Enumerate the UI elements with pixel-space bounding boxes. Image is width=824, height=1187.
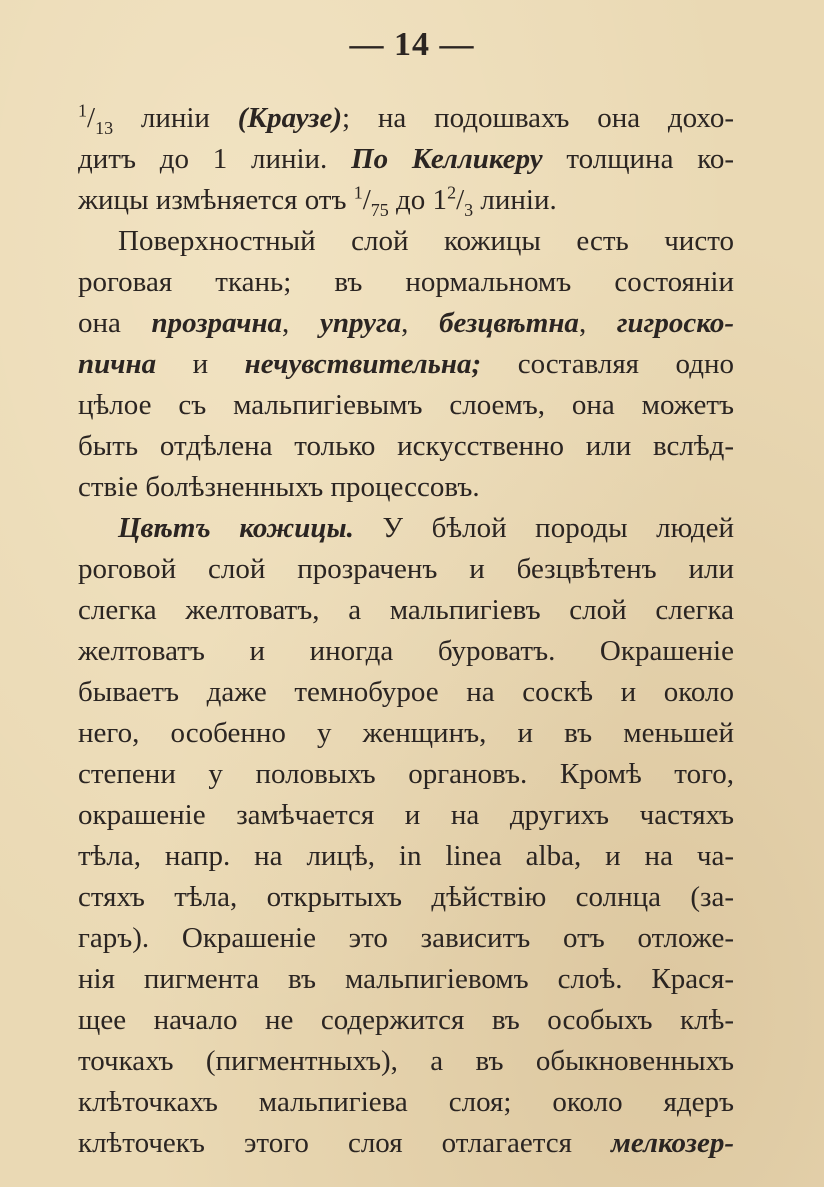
text-span: нія пигмента въ мальпигіевомъ слоѣ. Крася- [78, 963, 734, 995]
text-span: составляя одно [481, 348, 734, 380]
text-line [78, 1000, 734, 1041]
text-span: , [401, 307, 440, 339]
fraction-part: 1 [78, 100, 87, 121]
emphasized-text: безцвѣтна [439, 307, 579, 339]
text-line [78, 959, 734, 1000]
text-span: клѣточкахъ мальпигіева слоя; около ядеръ [78, 1086, 734, 1118]
text-span: дитъ до 1 линіи. [78, 143, 352, 175]
text-span: желтоватъ и иногда буроватъ. Окрашеніе [78, 635, 734, 667]
text-span: быть отдѣлена только искусственно или вслѣд- [78, 430, 734, 462]
text-line [78, 877, 734, 918]
text-line [78, 713, 734, 754]
text-line [78, 795, 734, 836]
text-line [78, 631, 734, 672]
fraction-part: 13 [95, 117, 114, 138]
text-span: слегка желтоватъ, а мальпигіевъ слой слегка [78, 594, 734, 626]
text-line [78, 385, 734, 426]
text-span: / [87, 102, 96, 134]
text-span: , [578, 307, 617, 339]
text-span: и [156, 348, 245, 380]
text-span: ствіе болѣзненныхъ процессовъ. [78, 471, 480, 503]
text-span: она [78, 307, 152, 339]
text-line [78, 221, 734, 262]
text-span: щее начало не содержится въ особыхъ клѣ- [78, 1004, 734, 1036]
text-span: окрашеніе замѣчается и на другихъ частяхъ [78, 799, 734, 831]
body-text [78, 98, 734, 1164]
text-line [78, 344, 734, 385]
text-line [78, 549, 734, 590]
text-span: бываетъ даже темнобурое на соскѣ и около [78, 676, 734, 708]
emphasized-text: нечувствительна; [244, 348, 482, 380]
text-line [78, 139, 734, 180]
text-span: клѣточекъ этого слоя отлагается [78, 1127, 612, 1159]
text-line [78, 590, 734, 631]
text-line [78, 467, 734, 508]
text-span: стяхъ тѣла, открытыхъ дѣйствію солнца (за- [78, 881, 734, 913]
text-span: , [282, 307, 320, 339]
emphasized-text: гигроско- [616, 307, 734, 339]
text-line [78, 754, 734, 795]
fraction-part: 1 [353, 182, 363, 203]
text-span: тѣла, напр. на лицѣ, in linea alba, и на ча- [78, 840, 734, 872]
text-span: / [456, 184, 465, 216]
text-span: гаръ). Окрашеніе это зависитъ отъ отложе- [78, 922, 734, 954]
text-span: до 1 [388, 184, 448, 216]
text-line [78, 262, 734, 303]
text-span: точкахъ (пигментныхъ), а въ обыкновенныхъ [78, 1045, 734, 1077]
text-line [78, 1123, 734, 1164]
emphasized-text: упруга [319, 307, 402, 339]
text-span: толщина ко- [542, 143, 734, 175]
fraction-part: 2 [447, 182, 457, 203]
text-line [78, 672, 734, 713]
emphasized-text: прозрачна [151, 307, 283, 339]
emphasized-text: Цвѣтъ кожицы. [118, 512, 354, 544]
text-line [78, 836, 734, 877]
text-span: линіи. [473, 184, 557, 216]
text-span: него, особенно у женщинъ, и въ меньшей [78, 717, 734, 749]
text-span: / [362, 184, 371, 216]
text-span: линіи [113, 102, 238, 134]
text-span: У бѣлой породы людей [353, 512, 734, 544]
text-line [78, 508, 734, 549]
text-span: роговая ткань; въ нормальномъ состояніи [78, 266, 734, 298]
text-line [78, 303, 734, 344]
text-line [78, 1041, 734, 1082]
text-line [78, 918, 734, 959]
text-span: Поверхностный слой кожицы есть чисто [118, 225, 734, 257]
emphasized-text: (Краузе) [237, 102, 343, 134]
emphasized-text: пична [78, 348, 157, 380]
emphasized-text: мелкозер- [611, 1127, 734, 1159]
fraction-part: 75 [370, 199, 389, 220]
text-line [78, 426, 734, 467]
text-span: роговой слой прозраченъ и безцвѣтенъ или [78, 553, 734, 585]
text-span: жицы измѣняется отъ [78, 184, 354, 216]
text-span: цѣлое съ мальпигіевымъ слоемъ, она можетъ [78, 389, 734, 421]
text-span: степени у половыхъ органовъ. Кромѣ того, [78, 758, 734, 790]
text-line [78, 98, 734, 139]
text-line [78, 180, 734, 221]
text-line [78, 1082, 734, 1123]
emphasized-text: По Келликеру [351, 143, 543, 175]
page-number: — 14 — [349, 26, 475, 63]
text-span: ; на подошвахъ она дохо- [342, 102, 734, 134]
fraction-part: 3 [464, 199, 474, 220]
